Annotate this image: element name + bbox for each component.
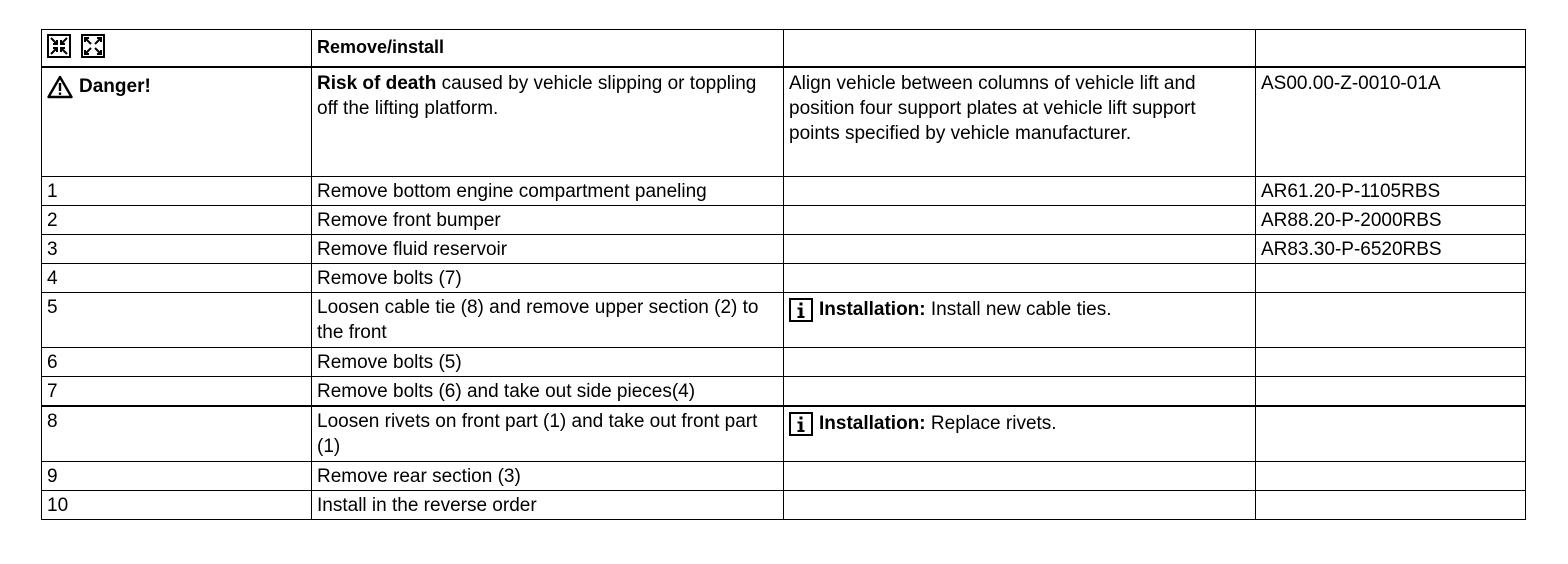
step-row-10 — [42, 491, 1526, 520]
info-icon — [789, 298, 813, 322]
step-row-3 — [42, 235, 1526, 264]
danger-cell — [42, 67, 312, 177]
step-number: 8 — [42, 406, 312, 462]
step-note — [784, 177, 1256, 206]
header-col3 — [784, 30, 1256, 68]
step-row-9 — [42, 462, 1526, 491]
step-text: Remove bolts (7) — [312, 264, 784, 293]
step-reference — [1256, 264, 1526, 293]
step-row-8 — [42, 406, 1526, 462]
info-icon — [789, 412, 813, 436]
step-reference — [1256, 348, 1526, 377]
step-reference — [1256, 406, 1526, 462]
step-text: Remove fluid reservoir — [312, 235, 784, 264]
step-reference — [1256, 462, 1526, 491]
step-number: 1 — [42, 177, 312, 206]
installation-note-label: Installation: — [819, 413, 926, 434]
step-text: Loosen rivets on front part (1) and take out front part (1) — [312, 406, 784, 462]
installation-note-text: Install new cable ties. — [925, 299, 1112, 320]
step-number: 9 — [42, 462, 312, 491]
danger-measure-cell: Align vehicle between columns of vehicle lift and position four support plates at vehicle lift support points specified by vehicle manufacturer. — [784, 67, 1256, 177]
step-note — [784, 235, 1256, 264]
remove-symbol-icon — [47, 34, 71, 58]
procedure-table — [41, 29, 1526, 520]
step-note — [784, 462, 1256, 491]
step-row-1 — [42, 177, 1526, 206]
installation-note-label: Installation: — [819, 299, 926, 320]
step-row-2 — [42, 206, 1526, 235]
danger-row — [42, 67, 1526, 177]
warning-triangle-icon — [47, 75, 73, 99]
step-row-7 — [42, 377, 1526, 407]
step-number: 2 — [42, 206, 312, 235]
risk-text: caused by vehicle slipping or toppling off the lifting platform. — [317, 73, 757, 119]
step-row-5 — [42, 293, 1526, 348]
step-reference — [1256, 491, 1526, 520]
step-number: 7 — [42, 377, 312, 407]
step-note — [784, 491, 1256, 520]
step-text: Remove front bumper — [312, 206, 784, 235]
step-number: 10 — [42, 491, 312, 520]
step-number: 4 — [42, 264, 312, 293]
step-note — [784, 406, 1256, 462]
step-row-6 — [42, 348, 1526, 377]
step-note — [784, 377, 1256, 407]
install-symbol-icon — [81, 34, 105, 58]
step-note — [784, 348, 1256, 377]
step-reference-link[interactable]: AR61.20-P-1105RBS — [1256, 177, 1526, 206]
step-text: Loosen cable tie (8) and remove upper section (2) to the front — [312, 293, 784, 348]
step-reference — [1256, 377, 1526, 407]
installation-note-text: Replace rivets. — [925, 413, 1057, 434]
step-reference — [1256, 293, 1526, 348]
danger-reference-link[interactable]: AS00.00-Z-0010-01A — [1256, 67, 1526, 177]
step-text: Remove bolts (5) — [312, 348, 784, 377]
danger-label: Danger! — [79, 76, 151, 97]
header-row — [42, 30, 1526, 68]
step-reference-link[interactable]: AR83.30-P-6520RBS — [1256, 235, 1526, 264]
step-text: Install in the reverse order — [312, 491, 784, 520]
step-text: Remove bolts (6) and take out side pieces(4) — [312, 377, 784, 407]
step-note — [784, 264, 1256, 293]
step-number: 6 — [42, 348, 312, 377]
step-reference-link[interactable]: AR88.20-P-2000RBS — [1256, 206, 1526, 235]
step-text: Remove bottom engine compartment paneling — [312, 177, 784, 206]
header-icons-cell — [42, 30, 312, 68]
step-number: 3 — [42, 235, 312, 264]
step-note — [784, 206, 1256, 235]
danger-risk-cell — [312, 67, 784, 177]
step-number: 5 — [42, 293, 312, 348]
risk-bold-text: Risk of death — [317, 73, 437, 94]
header-col4 — [1256, 30, 1526, 68]
header-title: Remove/install — [312, 30, 784, 68]
step-note — [784, 293, 1256, 348]
step-row-4 — [42, 264, 1526, 293]
step-text: Remove rear section (3) — [312, 462, 784, 491]
